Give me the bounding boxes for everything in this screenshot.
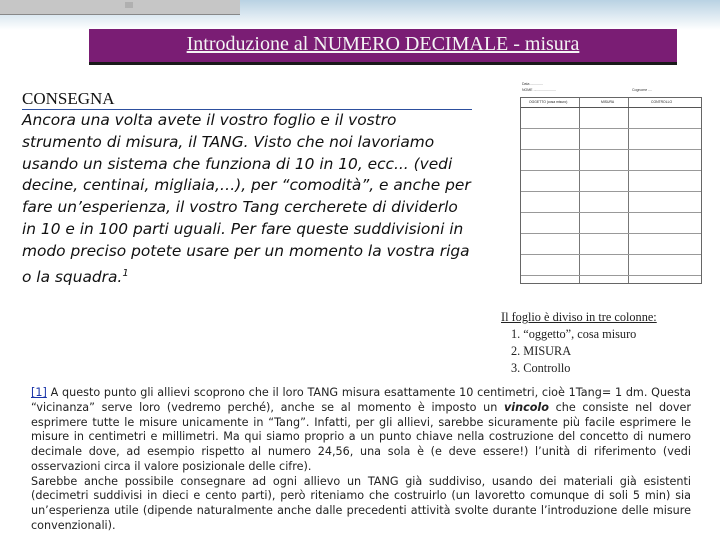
top-toolbar-strip <box>0 0 240 15</box>
list-item: 2. MISURA <box>511 344 572 359</box>
list-item: 3. Controllo <box>511 361 571 376</box>
consegna-heading: CONSEGNA <box>22 89 472 110</box>
footnote-text: A questo punto gli allievi scoprono che il loro TANG misura esattamente 10 centimetri, cioè 1Tang= 1 dm. Questa “vicinanza” serve loro (vedremo perché), anche se al momento è imposto un <box>31 386 691 414</box>
worksheet-image <box>512 82 703 284</box>
sheet-col-header-misura: MISURA <box>601 100 615 104</box>
sheet-row-line <box>521 170 701 171</box>
sheet-col-header-oggetto: OGGETTO (cosa misuro) <box>529 100 568 104</box>
footnote-link[interactable]: [1] <box>31 386 47 399</box>
footnote-emphasis: vincolo <box>503 400 549 414</box>
sheet-row-line <box>521 233 701 234</box>
sheet-row-line <box>521 107 701 108</box>
sheet-field-date: Data ............. <box>522 82 544 86</box>
footnote <box>31 386 691 534</box>
consegna-text: Ancora una volta avete il vostro foglio e il vostro strumento di misura, il TANG. Visto che noi lavoriamo usando un sistema che funziona di 10 in 10, ecc... (vedi decine, centinai, migliaia,…), per “comodità”, e anche per fare un’esperienza, il vostro Tang cercherete di dividerlo in 10 e in 100 parti uguali. Per fare queste suddivisioni in modo preciso potete usare per un momento la vostra riga o la squadra. <box>22 111 471 286</box>
worksheet-table <box>520 97 702 284</box>
foglio-caption: Il foglio è diviso in tre colonne: <box>501 310 657 324</box>
sheet-field-surname: Cognome .... <box>632 88 653 92</box>
sheet-row-line <box>521 275 701 276</box>
sheet-row-line <box>521 191 701 192</box>
page-title: Introduzione al NUMERO DECIMALE - misura <box>186 33 580 55</box>
sheet-row-line <box>521 212 701 213</box>
list-item: 1. “oggetto”, cosa misuro <box>511 327 637 341</box>
sheet-field-name: NOME ....................... <box>522 88 556 92</box>
toolbar-marker <box>125 2 133 8</box>
sheet-row-line <box>521 149 701 150</box>
footnote-text: Sarebbe anche possibile consegnare ad ogni allievo un TANG già suddiviso, usando dei materiali già esistenti (decimetri suddivisi in dieci e cento parti), però riteniamo che costruirlo (un lavoretto comunque di soli 5 min) sia un’esperienza utile (dipende naturalmente anche dalle precedenti attività svolte durante l’introduzione delle misure convenzionali). <box>31 474 691 532</box>
footnote-text: che consiste nel dover esprimere tutte le misure unicamente in “Tang”. Infatti, per gli allievi, sarebbe sicuramente più facile esprimere le misure in centimetri e millimetri. Ma qui siamo proprio a un punto chiave nella costruzione del concetto di numero decimale dove, ad esempio rispetto al numero 24,56, una sola è (e deve essere!) l’unità di riferimento (vedi osservazioni circa il valore posizionale delle cifre). <box>31 400 691 473</box>
sheet-row-line <box>521 254 701 255</box>
footnote-superscript: 1 <box>122 267 129 279</box>
consegna-body <box>22 110 472 289</box>
foglio-column-list <box>511 326 636 378</box>
sheet-col-header-controllo: CONTROLLO <box>651 100 673 104</box>
sheet-row-line <box>521 128 701 129</box>
